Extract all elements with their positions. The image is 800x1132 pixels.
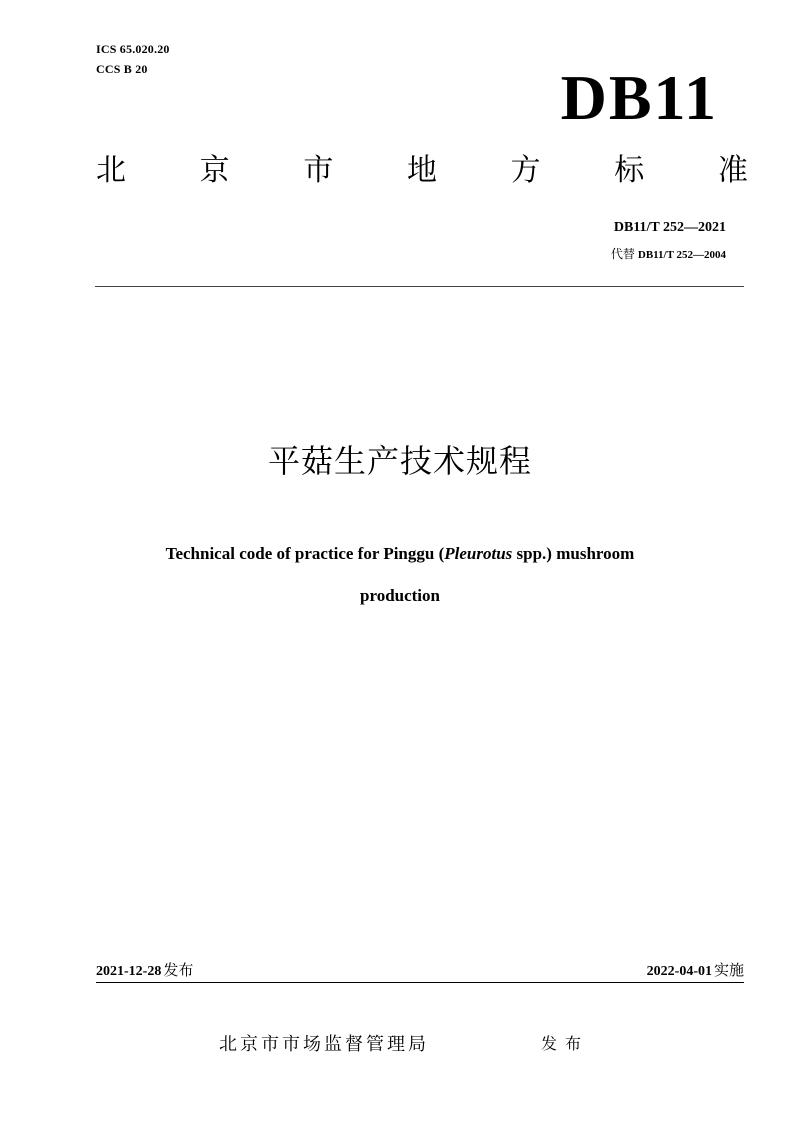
dates-row [96, 960, 744, 983]
replaces-number: DB11/T 252—2004 [637, 249, 726, 261]
publish-date: 2021-12-28 [96, 964, 162, 979]
english-title-line-1 [0, 533, 800, 575]
standard-type-char: 京 [199, 153, 230, 188]
document-title-chinese: 平菇生产技术规程 [267, 442, 532, 480]
header-divider [95, 286, 744, 287]
english-title-text: spp.) mushroom [512, 544, 635, 563]
english-title-line-2: production [360, 586, 440, 605]
implement-label: 实施 [713, 961, 744, 979]
standard-type-char: 北 [96, 153, 126, 188]
replaces-line [611, 245, 726, 262]
standard-number: DB11/T 252—2021 [613, 220, 726, 235]
standard-type-char: 地 [406, 153, 437, 188]
issue-label: 发布 [541, 1034, 590, 1053]
standard-type-title [96, 153, 748, 188]
scientific-name: Pleurotus [444, 544, 513, 563]
publish-date-block [96, 959, 193, 980]
implement-date-block [647, 959, 744, 980]
db-logo: DB11 [560, 62, 718, 133]
ics-code: ICS 65.020.20 [96, 42, 170, 56]
replaces-label: 代替 [610, 247, 635, 261]
standard-type-char: 标 [614, 153, 645, 188]
issuing-authority: 北京市市场监督管理局 [219, 1034, 429, 1055]
standard-type-char: 市 [303, 153, 334, 188]
standard-type-char: 准 [717, 153, 748, 188]
ccs-code: CCS B 20 [96, 62, 148, 76]
standard-type-char: 方 [510, 153, 541, 188]
implement-date: 2022-04-01 [646, 964, 712, 979]
publish-label: 发布 [163, 961, 194, 979]
document-title-english [0, 533, 800, 617]
english-title-text: Technical code of practice for Pinggu ( [165, 544, 445, 563]
